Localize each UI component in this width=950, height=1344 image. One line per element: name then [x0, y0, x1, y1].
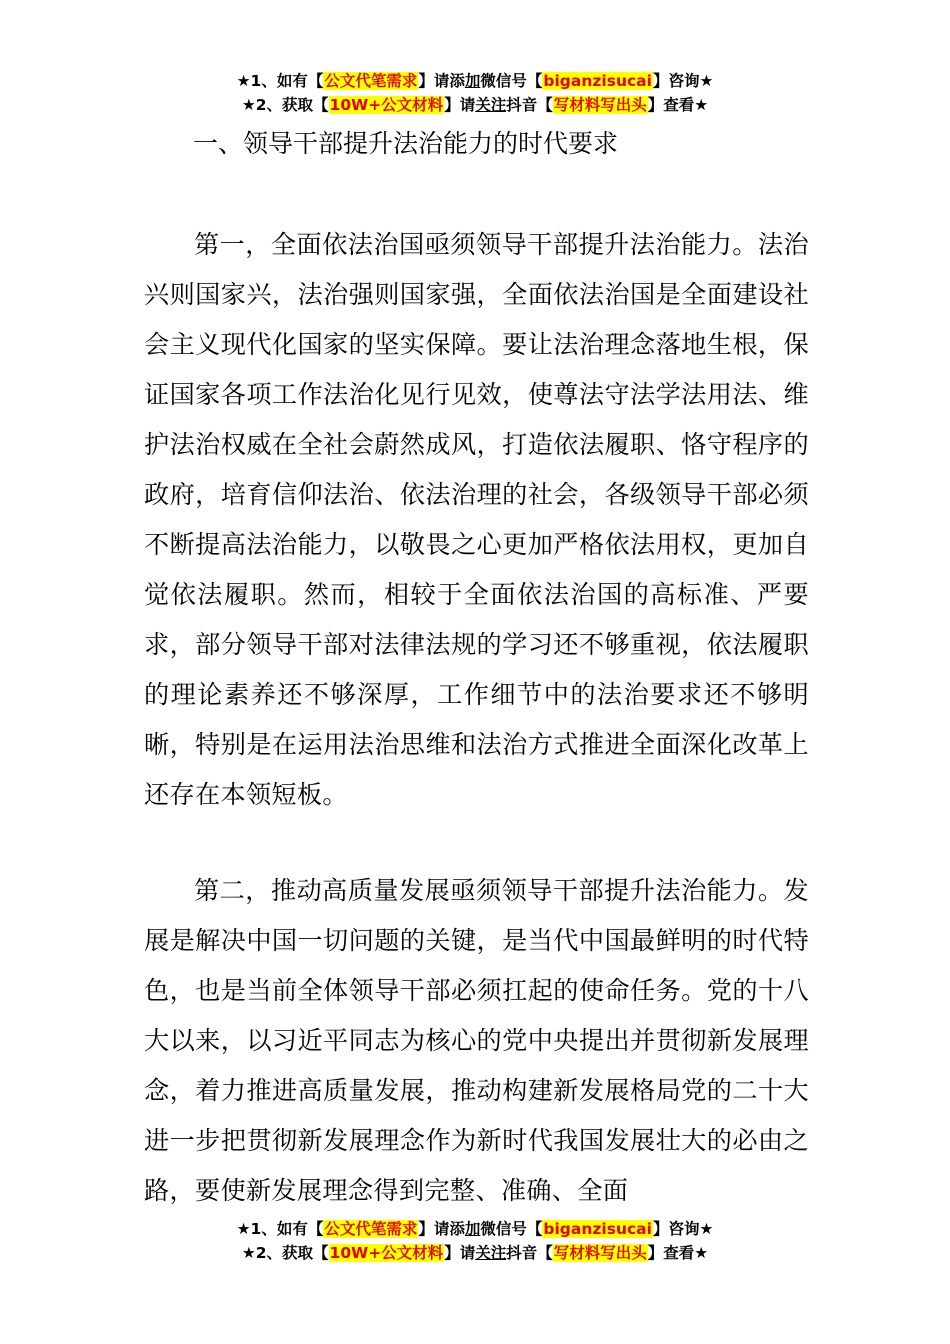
banner-line-1 — [0, 69, 950, 93]
banner-highlight: 10W+公文材料 — [329, 96, 444, 114]
banner-text: 加 — [464, 1220, 481, 1238]
banner-text: 】请 — [444, 1244, 476, 1262]
paragraph-1: 第一，全面依法治国亟须领导干部提升法治能力。法治兴则国家兴，法治强则国家强，全面依法治国是全面建设社会主义现代化国家的坚实保障。要让法治理念落地生根，保证国家各项工作法治化见行见效，使尊法守法学法用法、维护法治权威在全社会蔚然成风，打造依法履职、恪守程序的政府，培育信仰法治、依法治理的社会，各级领导干部必须不断提高法治能力，以敬畏之心更加严格依法用权，更加自觉依法履职。然而，相较于全面依法治国的高标准、严要求，部分领导干部对法律法规的学习还不够重视，依法履职的理论素养还不够深厚，工作细节中的法治要求还不够明晰，特别是在运用法治思维和法治方式推进全面深化改革上还存在本领短板。 — [144, 230, 809, 809]
banner-text: 微信号【 — [480, 1220, 543, 1238]
banner-text: 】请添 — [418, 72, 465, 90]
banner-wechat-id: biganzisucai — [543, 72, 652, 90]
banner-highlight: 公文代笔需求 — [324, 1220, 418, 1238]
banner-wechat-id: biganzisucai — [543, 1220, 652, 1238]
banner-text: ★1、如有【 — [236, 1220, 324, 1238]
banner-text: 】请添 — [418, 1220, 465, 1238]
banner-text: 】查看★ — [647, 96, 709, 114]
banner-text: 关注 — [475, 96, 507, 114]
banner-text: 抖音【 — [506, 1244, 553, 1262]
header-banner — [0, 69, 950, 117]
banner-text: 】请 — [444, 96, 476, 114]
banner-line-2 — [0, 93, 950, 117]
banner-text: ★2、获取【 — [241, 96, 329, 114]
banner-text: ★2、获取【 — [241, 1244, 329, 1262]
banner-line-2 — [0, 1241, 950, 1265]
banner-text: 微信号【 — [480, 72, 543, 90]
banner-text: 抖音【 — [506, 96, 553, 114]
banner-line-1 — [0, 1217, 950, 1241]
paragraph-2: 第二，推动高质量发展亟须领导干部提升法治能力。发展是解决中国一切问题的关键，是当代中国最鲜明的时代特色，也是当前全体领导干部必须扛起的使命任务。党的十八大以来，以习近平同志为核心的党中央提出并贯彻新发展理念，着力推进高质量发展，推动构建新发展格局党的二十大进一步把贯彻新发展理念作为新时代我国发展壮大的必由之路，要使新发展理念得到完整、准确、全面 — [144, 876, 809, 1205]
banner-text: 】咨询★ — [652, 1220, 714, 1238]
banner-douyin-id: 写材料写出头 — [553, 96, 647, 114]
banner-text: 关注 — [475, 1244, 507, 1262]
banner-text: 】查看★ — [647, 1244, 709, 1262]
banner-douyin-id: 写材料写出头 — [553, 1244, 647, 1262]
section-heading: 一、领导干部提升法治能力的时代要求 — [193, 129, 619, 158]
banner-highlight: 10W+公文材料 — [329, 1244, 444, 1262]
banner-text: 加 — [464, 72, 481, 90]
banner-text: 】咨询★ — [652, 72, 714, 90]
banner-highlight: 公文代笔需求 — [324, 72, 418, 90]
footer-banner — [0, 1217, 950, 1265]
banner-text: ★1、如有【 — [236, 72, 324, 90]
